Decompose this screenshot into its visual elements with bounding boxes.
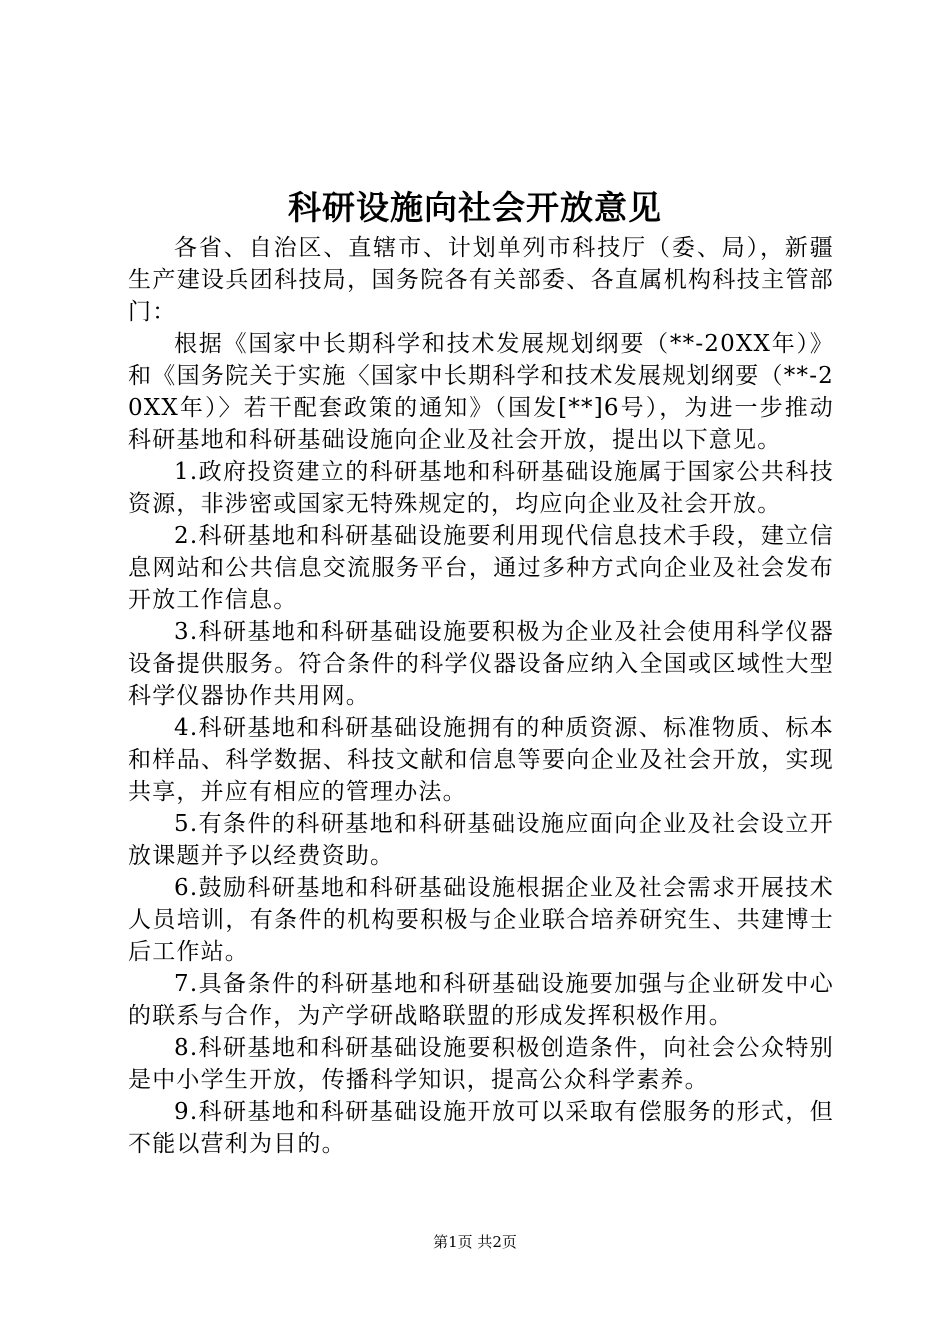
- item-paragraph-5: 5.有条件的科研基地和科研基础设施应面向企业及社会设立开放课题并予以经费资助。: [128, 811, 834, 869]
- item-paragraph-1: 1.政府投资建立的科研基地和科研基础设施属于国家公共科技资源，非涉密或国家无特殊规定的，均应向企业及社会开放。: [128, 459, 834, 517]
- addressee-paragraph: 各省、自治区、直辖市、计划单列市科技厅（委、局），新疆生产建设兵团科技局，国务院各有关部委、各直属机构科技主管部门：: [128, 235, 834, 325]
- item-paragraph-2: 2.科研基地和科研基础设施要利用现代信息技术手段，建立信息网站和公共信息交流服务平台，通过多种方式向企业及社会发布开放工作信息。: [128, 523, 834, 613]
- item-paragraph-3: 3.科研基地和科研基础设施要积极为企业及社会使用科学仪器设备提供服务。符合条件的科学仪器设备应纳入全国或区域性大型科学仪器协作共用网。: [128, 619, 834, 709]
- item-paragraph-7: 7.具备条件的科研基地和科研基础设施要加强与企业研发中心的联系与合作，为产学研战略联盟的形成发挥积极作用。: [128, 971, 834, 1029]
- document-title: 科研设施向社会开放意见: [288, 188, 662, 227]
- item-paragraph-8: 8.科研基地和科研基础设施要积极创造条件，向社会公众特别是中小学生开放，传播科学知识，提高公众科学素养。: [128, 1035, 834, 1093]
- document-body: [128, 232, 834, 1160]
- item-paragraph-6: 6.鼓励科研基地和科研基础设施根据企业及社会需求开展技术人员培训，有条件的机构要积极与企业联合培养研究生、共建博士后工作站。: [128, 875, 834, 965]
- item-paragraph-9: 9.科研基地和科研基础设施开放可以采取有偿服务的形式，但不能以营利为目的。: [128, 1099, 834, 1157]
- page-number-label: 第1页 共2页: [433, 1233, 517, 1251]
- intro-paragraph: 根据《国家中长期科学和技术发展规划纲要（**-20XX年）》和《国务院关于实施〈国家中长期科学和技术发展规划纲要（**-20XX年）〉若干配套政策的通知》（国发[**]6号），为进一步推动科研基地和科研基础设施向企业及社会开放，提出以下意见。: [128, 331, 834, 453]
- item-paragraph-4: 4.科研基地和科研基础设施拥有的种质资源、标准物质、标本和样品、科学数据、科技文献和信息等要向企业及社会开放，实现共享，并应有相应的管理办法。: [128, 715, 834, 805]
- page-footer: [0, 1232, 950, 1252]
